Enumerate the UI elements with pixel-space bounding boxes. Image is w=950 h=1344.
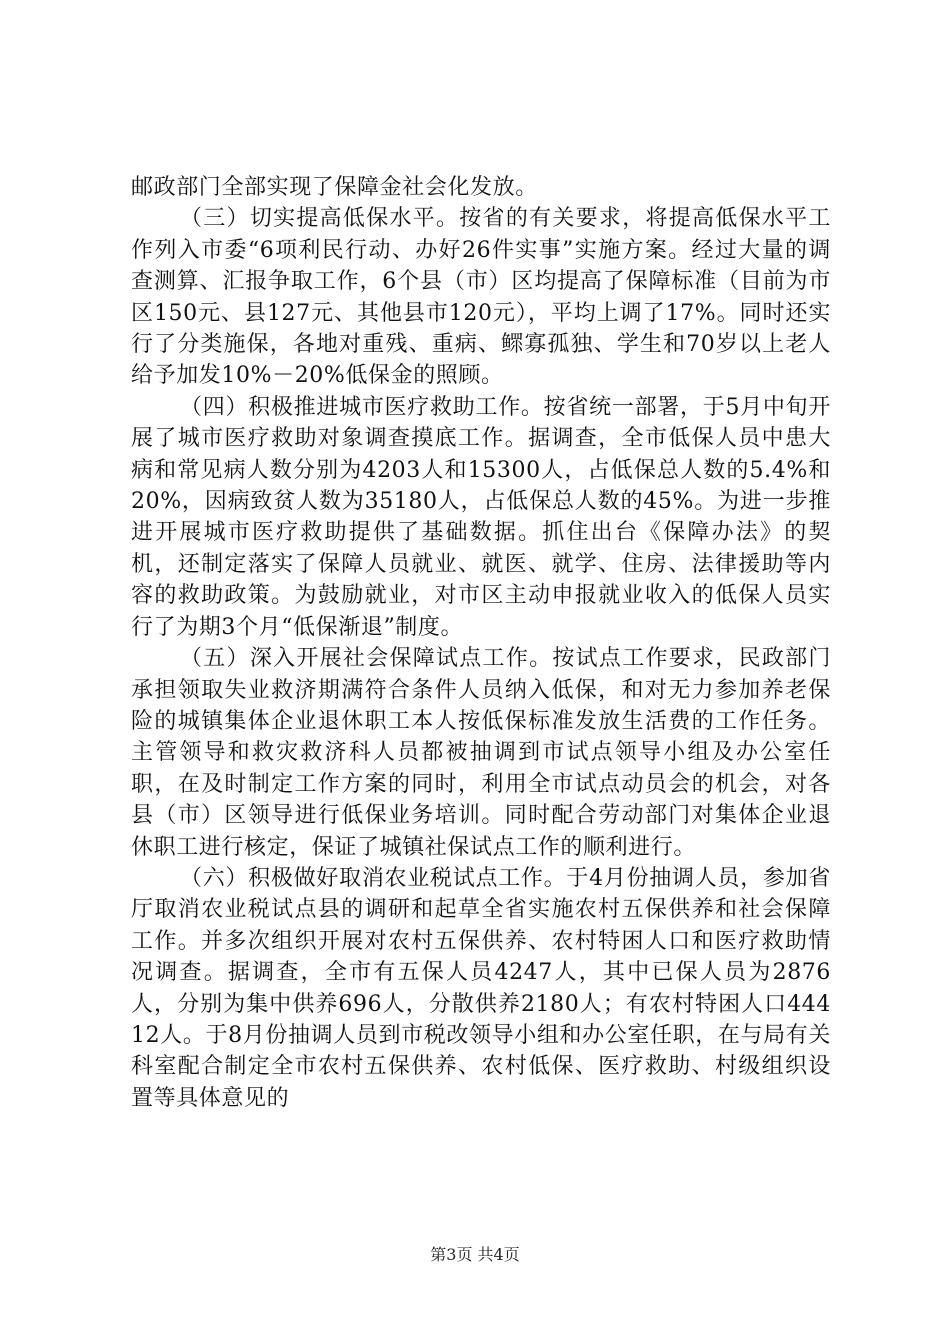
paragraph-2: （三）切实提高低保水平。按省的有关要求，将提高低保水平工作列入市委“6项利民行动、办好26件实事”实施方案。经过大量的调查测算、汇报争取工作，6个县（市）区均提高了保障标准（目前为市区150元、县127元、其他县市120元），平均上调了17%。同时还实行了分类施保，各地对重残、重病、鳏寡孤独、学生和70岁以上老人给予加发10%－20%低保金的照顾。: [131, 206, 831, 389]
paragraph-4: （五）深入开展社会保障试点工作。按试点工作要求，民政部门承担领取失业救济期满符合条件人员纳入低保，和对无力参加养老保险的城镇集体企业退休职工本人按低保标准发放生活费的工作任务。主管领导和救灾救济科人员都被抽调到市试点领导小组及办公室任职，在及时制定工作方案的同时，利用全市试点动员会的机会，对各县（市）区领导进行低保业务培训。同时配合劳动部门对集体企业退休职工进行核定，保证了城镇社保试点工作的顺利进行。: [131, 646, 831, 860]
paragraph-5: （六）积极做好取消农业税试点工作。于4月份抽调人员，参加省厅取消农业税试点县的调研和起草全省实施农村五保供养和社会保障工作。并多次组织开展对农村五保供养、农村特困人口和医疗救助情况调查。据调查，全市有五保人员4247人，其中已保人员为2876人，分别为集中供养696人，分散供养2180人；有农村特困人口44412人。于8月份抽调人员到市税改领导小组和办公室任职，在与局有关科室配合制定全市农村五保供养、农村低保、医疗救助、村级组织设置等具体意见的: [131, 865, 831, 1111]
page-footer: 第3页 共4页: [430, 1245, 520, 1264]
document-body: [131, 172, 831, 1114]
paragraph-3: （四）积极推进城市医疗救助工作。按省统一部署，于5月中旬开展了城市医疗救助对象调查摸底工作。据调查，全市低保人员中患大病和常见病人数分别为4203人和15300人，占低保总人数的5.4%和20%，因病致贫人数为35180人，占低保总人数的45%。为进一步推进开展城市医疗救助提供了基础数据。抓住出台《保障办法》的契机，还制定落实了保障人员就业、就医、就学、住房、法律援助等内容的救助政策。为鼓励就业，对市区主动申报就业收入的低保人员实行了为期3个月“低保渐退”制度。: [131, 394, 831, 640]
paragraph-1: 邮政部门全部实现了保障金社会化发放。: [131, 175, 538, 200]
